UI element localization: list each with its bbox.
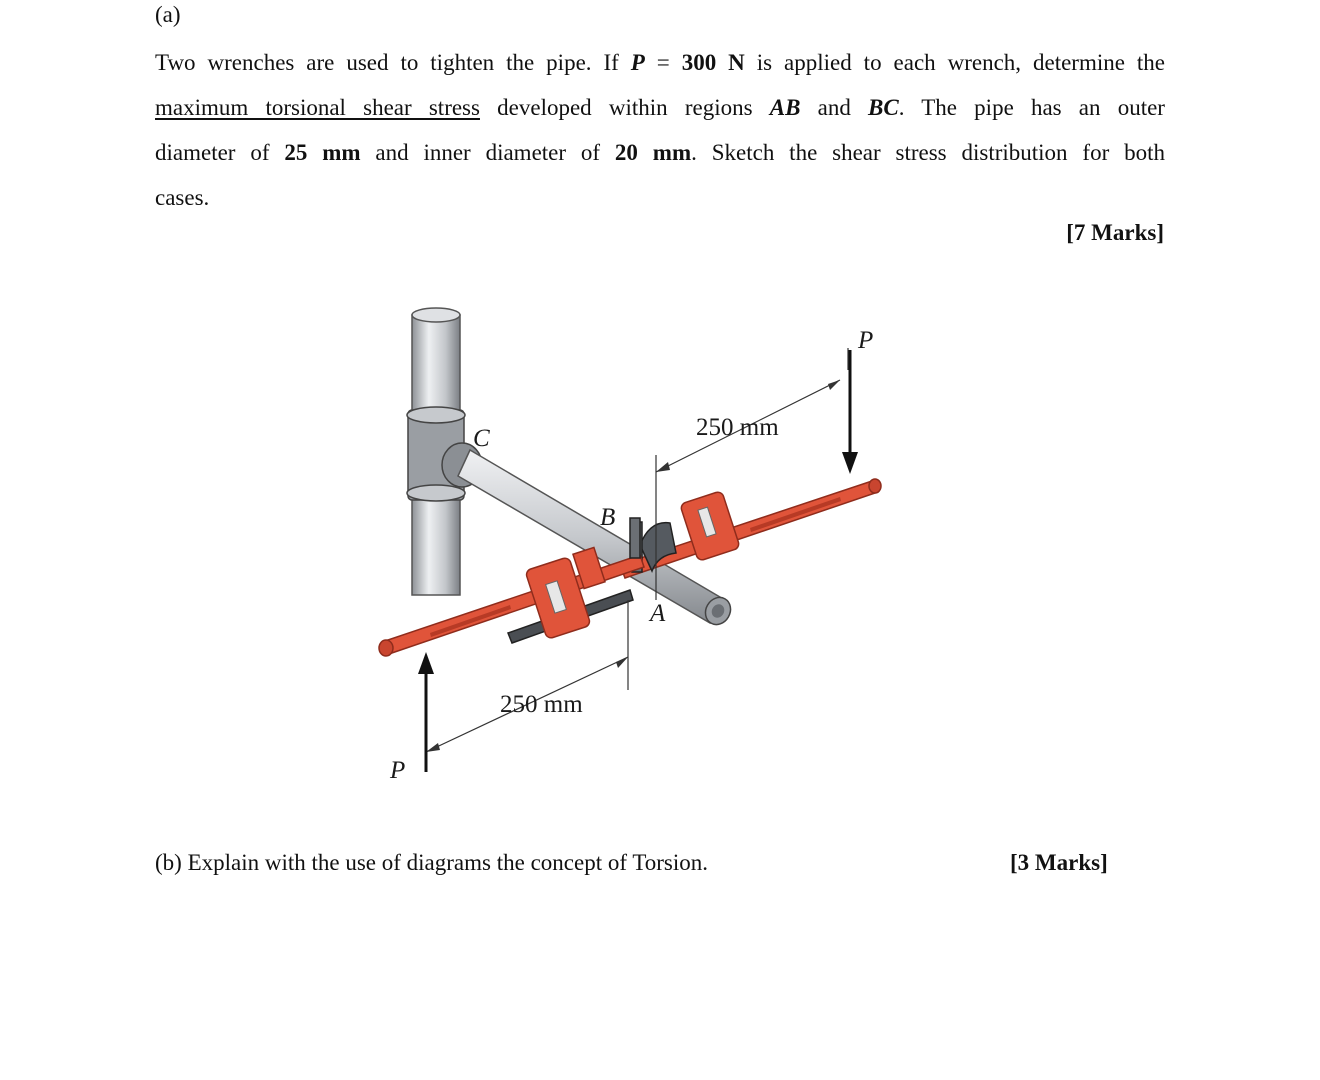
- dimension-label-bottom: 250 mm: [500, 691, 583, 718]
- question-line-4: cases.: [155, 185, 210, 210]
- label-a: A: [650, 600, 666, 627]
- question-b-text: (b) Explain with the use of diagrams the concept of Torsion.: [155, 850, 709, 875]
- region-ab: AB: [769, 95, 801, 120]
- text-run: and inner diameter of: [360, 140, 615, 165]
- region-bc: BC: [868, 95, 899, 120]
- text-run: . Sketch the shear stress distribution for both: [691, 140, 1165, 165]
- label-c: C: [473, 425, 490, 452]
- question-line-3: [155, 130, 1165, 175]
- question-line-2: [155, 85, 1165, 130]
- label-b: B: [600, 504, 616, 531]
- force-value: 300 N: [681, 50, 745, 75]
- wrench-pipe-figure: [370, 300, 900, 800]
- wrench-right: [620, 479, 881, 578]
- force-arrow-top: [842, 350, 858, 474]
- part-a-label: (a): [155, 2, 181, 27]
- underlined-phrase: maximum torsional shear stress: [155, 95, 480, 120]
- text-run: Two wrenches are used to tighten the pipe. If: [155, 50, 631, 75]
- label-p-bottom: P: [390, 757, 406, 784]
- text-run: diameter of: [155, 140, 285, 165]
- force-arrow-bottom: [418, 652, 434, 772]
- question-line-1: [155, 40, 1165, 85]
- force-variable: P: [630, 50, 645, 75]
- text-run: =: [644, 50, 682, 75]
- marks-b: [3 Marks]: [1010, 850, 1108, 875]
- text-run: and: [800, 95, 869, 120]
- text-run: is applied to each wrench, determine the: [744, 50, 1165, 75]
- label-p-top: P: [858, 327, 874, 354]
- marks-a: [7 Marks]: [1066, 220, 1164, 245]
- dimension-label-top: 250 mm: [696, 414, 779, 441]
- text-run: developed within regions: [479, 95, 770, 120]
- question-a-text: [155, 40, 1165, 220]
- text-run: . The pipe has an outer: [898, 95, 1165, 120]
- inner-diameter: 20 mm: [614, 140, 692, 165]
- outer-diameter: 25 mm: [284, 140, 361, 165]
